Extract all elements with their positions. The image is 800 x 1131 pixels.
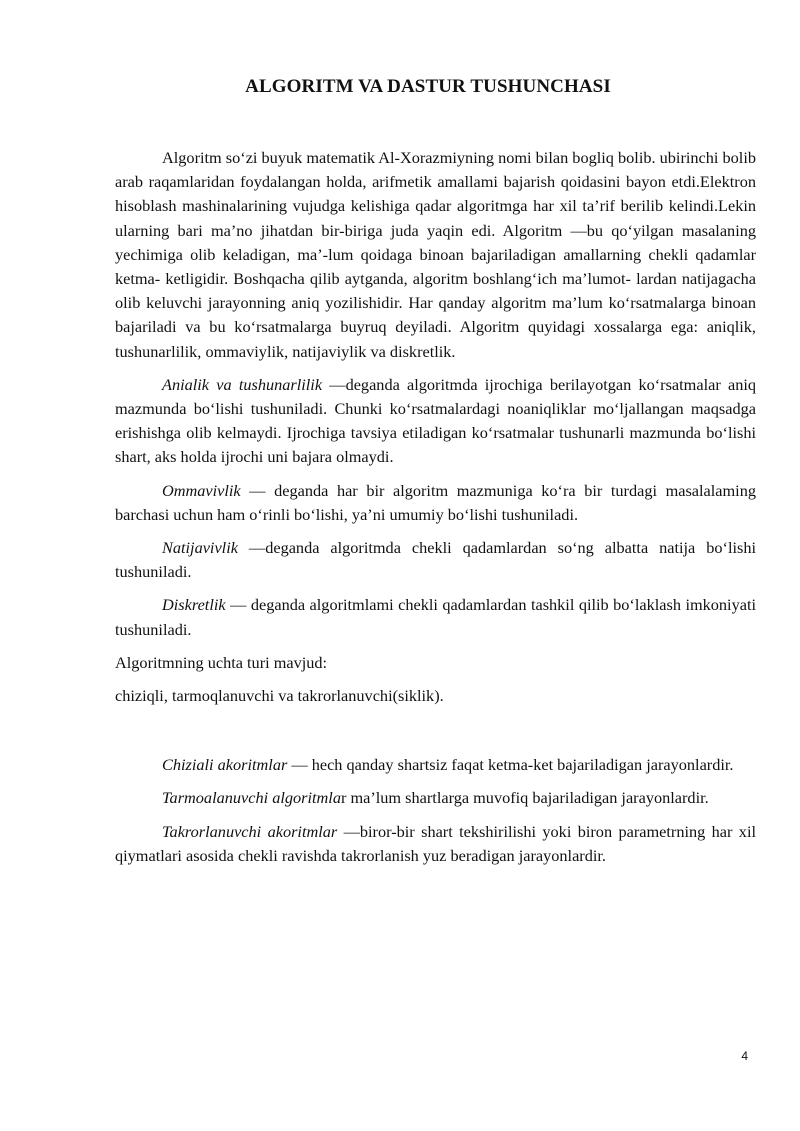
definition-tarmoqlanuvchi <box>115 786 756 810</box>
term-chiziqli: Chiziali akoritmlar <box>162 755 288 775</box>
paragraph-text: —deganda algoritmda chekli qadamlardan so‘ng albatta natija bo‘lishi tushuniladi. <box>115 538 756 582</box>
term-ommaviylik: Ommavivlik <box>162 480 241 500</box>
paragraph-natijaviylik <box>115 536 756 584</box>
paragraph-diskretlik <box>115 593 756 641</box>
definition-text: — hech qanday shartsiz faqat ketma-ket bajariladigan jarayonlardir. <box>287 755 734 775</box>
definition-takrorlanuvchi <box>115 820 756 868</box>
paragraph-aniqlik <box>115 373 756 470</box>
paragraph-text: — deganda algoritmlami chekli qadamlardan tashkil qilib bo‘laklash imkoniyati tushuniladi. <box>115 595 756 639</box>
paragraph-intro <box>115 146 756 364</box>
term-tarmoqlanuvchi: Tarmoalanuvchi algoritmla <box>162 788 341 808</box>
definition-chiziqli <box>115 753 756 777</box>
definition-text: —biror-bir shart tekshirilishi yoki biron parametrning har xil qiymatlari asosida chekli ravishda takrorlanish yuz beradigan jarayonlardir. <box>115 821 756 865</box>
paragraph-ommaviylik <box>115 479 756 527</box>
definition-text: r ma’lum shartlarga muvofiq bajariladigan jarayonlardir. <box>340 788 709 808</box>
paragraph-text: Algoritm so‘zi buyuk matematik Al-Xorazmiyning nomi bilan bogliq bolib. ubirinchi bolib arab raqamlaridan foydalangan holda, arifmetik amallami bajarish qoidasini bayon etdi.Elektron hisoblash mashinalarining vujudga kelishiga qadar algoritmga har xil ta’rif berilib kelindi.Lekin ularning bari ma’no jihatdan bir-biriga juda yaqin edi. Algoritm —bu qo‘yilgan masalaning yechimiga olib keladigan, ma’-lum qoidaga binoan bajariladigan amallarning chekli qadamlar ketma- ketligidir. Boshqacha qilib aytganda, algoritm boshlang‘ich ma’lumot- lardan natijagacha olib keluvchi jarayonning aniq yozilishidir. Har qanday algoritm ma’lum ko‘rsatmalarga binoan bajariladi va bu ko‘rsatmalarga buyruq deyiladi. Algoritm quyidagi xossalarga ega: aniqlik, tushunarlilik, ommaviylik, natijaviylik va diskretlik. <box>115 148 756 361</box>
paragraph-text: — deganda har bir algoritm mazmuniga ko‘ra bir turdagi masalalaming barchasi uchun ham o‘rinli bo‘lishi, ya’ni umumiy bo‘lishi tushuniladi. <box>115 480 756 524</box>
paragraph-text: —deganda algoritmda ijrochiga berilayotgan ko‘rsatmalar aniq mazmunda bo‘lishi tushuniladi. Chunki ko‘rsatmalardagi noaniqliklar mo‘ljallangan maqsadga erishishga olib kelmaydi. Ijrochiga tavsiya etiladigan ko‘rsatmalar tushunarli mazmunda bo‘lishi shart, aks holda ijrochi uni bajara olmaydi. <box>115 374 756 467</box>
term-natijaviylik: Natijavivlik <box>162 538 238 558</box>
document-body <box>115 146 756 877</box>
term-takrorlanuvchi: Takrorlanuvchi akoritmlar <box>162 821 338 841</box>
page-number: 4 <box>741 1049 748 1063</box>
term-aniqlik: Anialik va tushunarlilik <box>162 374 323 394</box>
term-diskretlik: Diskretlik <box>162 595 226 615</box>
page-title: ALGORITM VA DASTUR TUSHUNCHASI <box>245 76 611 97</box>
types-list: chiziqli, tarmoqlanuvchi va takrorlanuvchi(siklik). <box>115 686 444 706</box>
types-intro: Algoritmning uchta turi mavjud: <box>115 652 328 672</box>
